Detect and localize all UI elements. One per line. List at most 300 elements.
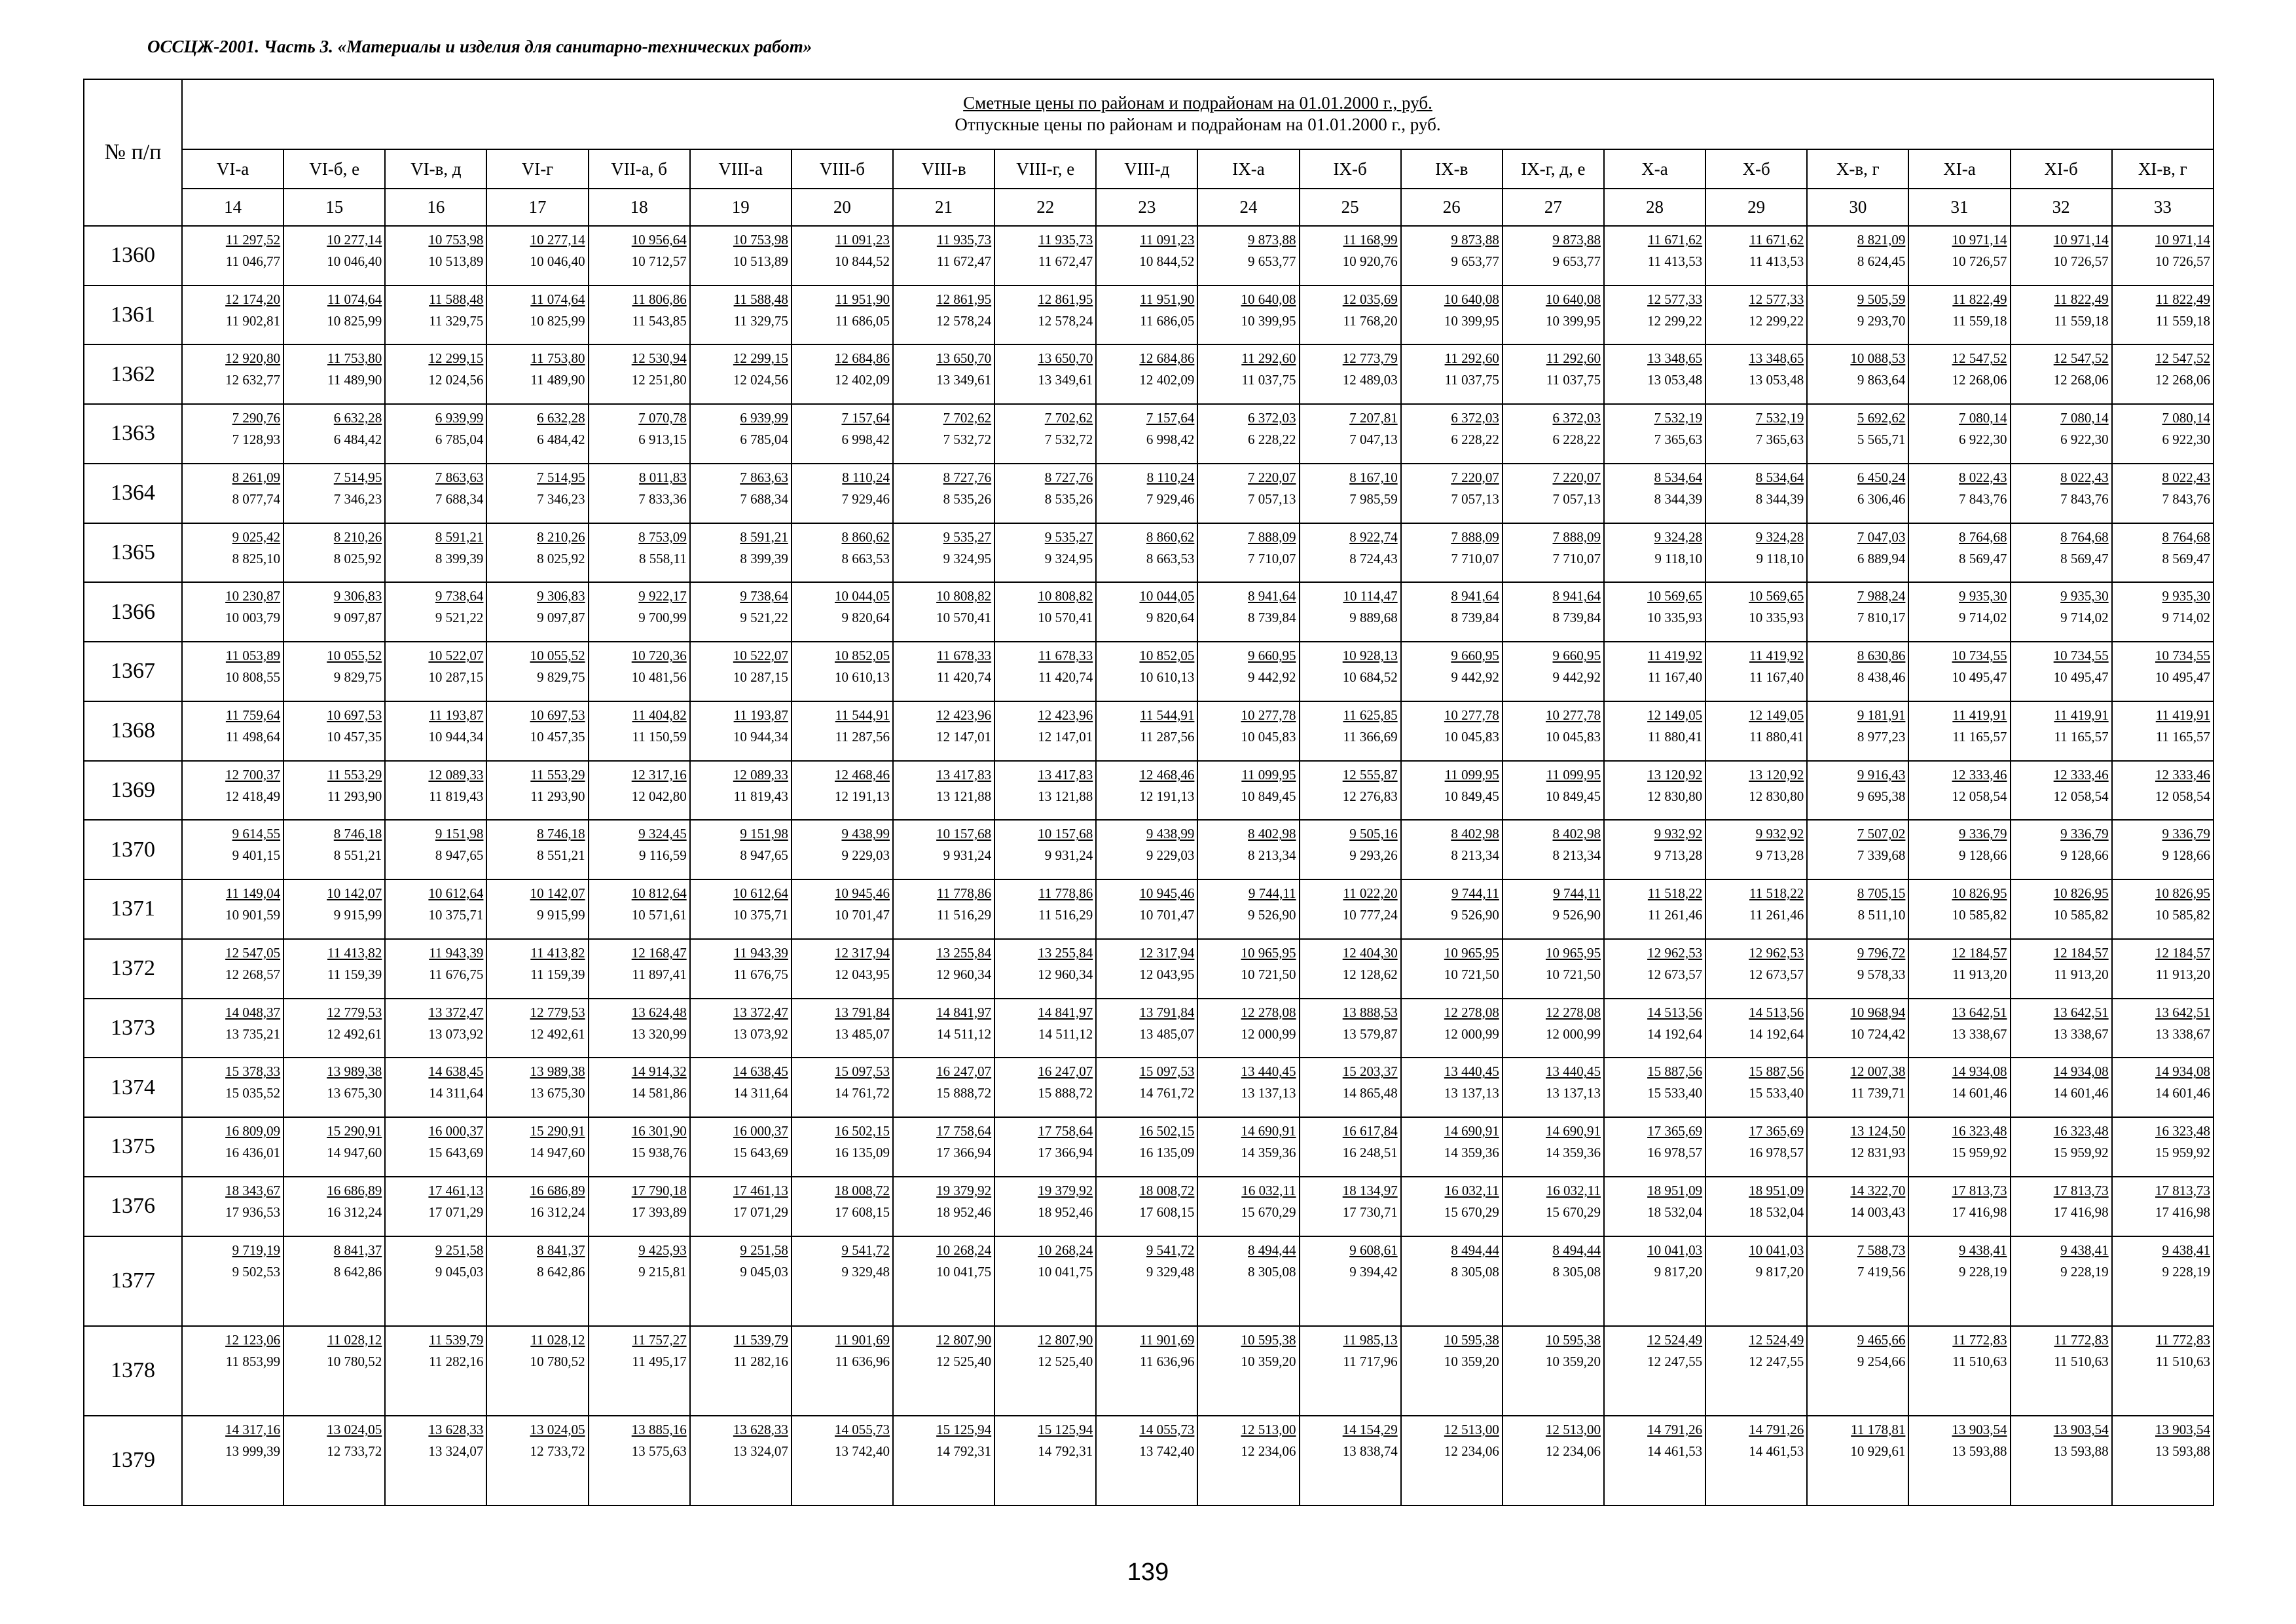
region-header: X-в, г: [1807, 149, 1908, 189]
column-number: 18: [589, 189, 690, 225]
estimated-price: 14 513,56: [1647, 1004, 1703, 1020]
estimated-price: 13 124,50: [1850, 1123, 1906, 1139]
wholesale-price: 13 742,40: [834, 1443, 890, 1459]
price-cell: [1401, 404, 1503, 464]
price-cell: [1300, 1117, 1401, 1177]
estimated-price: 12 861,95: [936, 291, 992, 307]
wholesale-price: 13 575,63: [631, 1443, 687, 1459]
estimated-price: 8 941,64: [1248, 588, 1296, 604]
wholesale-price: 11 420,74: [936, 669, 992, 686]
estimated-price: 11 193,87: [733, 707, 788, 723]
estimated-price: 11 419,92: [1749, 648, 1804, 664]
wholesale-price: 9 228,19: [1959, 1263, 2007, 1280]
price-cell: [1807, 1058, 1908, 1117]
estimated-price: 10 044,05: [1139, 588, 1195, 604]
wholesale-price: 7 843,76: [1959, 490, 2007, 507]
price-cell: [1401, 1117, 1503, 1177]
wholesale-price: 9 215,81: [638, 1263, 687, 1280]
price-cell: [1197, 999, 1299, 1058]
column-number: 29: [1705, 189, 1807, 225]
estimated-price: 8 821,09: [1857, 231, 1906, 248]
price-cell: [1604, 642, 1705, 701]
wholesale-price: 13 485,07: [1139, 1025, 1195, 1042]
wholesale-price: 9 863,64: [1857, 372, 1906, 388]
estimated-price: 14 690,91: [1444, 1123, 1499, 1139]
price-cell: [1401, 879, 1503, 939]
estimated-price: 12 333,46: [2155, 766, 2210, 783]
estimated-price: 12 807,90: [936, 1331, 992, 1348]
wholesale-price: 11 165,57: [2155, 728, 2210, 745]
wholesale-price: 16 978,57: [1749, 1145, 1804, 1161]
wholesale-price: 7 419,56: [1857, 1263, 1906, 1280]
price-cell: [1807, 761, 1908, 821]
estimated-price: 11 074,64: [327, 291, 382, 307]
price-cell: [994, 226, 1096, 286]
estimated-price: 12 524,49: [1647, 1331, 1703, 1348]
price-cell: [792, 286, 893, 345]
price-cell: [1096, 582, 1197, 642]
estimated-price: 9 306,83: [333, 588, 382, 604]
price-cell: [994, 286, 1096, 345]
price-cell: [2112, 1117, 2214, 1177]
column-number: 20: [792, 189, 893, 225]
price-cell: [1908, 999, 2010, 1058]
price-cell: [994, 701, 1096, 761]
wholesale-price: 13 675,30: [530, 1085, 585, 1101]
price-cell: [2011, 464, 2112, 523]
region-header: VIII-г, е: [994, 149, 1096, 189]
estimated-price: 13 255,84: [1038, 944, 1093, 961]
wholesale-price: 11 510,63: [2054, 1353, 2109, 1369]
estimated-price: 8 922,74: [1349, 528, 1398, 545]
estimated-price: 5 692,62: [1857, 410, 1906, 426]
row-number: 1373: [84, 999, 182, 1058]
region-header: VII-а, б: [589, 149, 690, 189]
price-cell: [486, 286, 588, 345]
estimated-price: 10 826,95: [1952, 885, 2007, 902]
wholesale-price: 9 128,66: [2162, 847, 2210, 864]
wholesale-price: 13 137,13: [1241, 1085, 1296, 1101]
wholesale-price: 10 777,24: [1342, 907, 1398, 923]
estimated-price: 16 686,89: [530, 1182, 585, 1198]
wholesale-price: 6 922,30: [2162, 432, 2210, 448]
wholesale-price: 10 045,83: [1545, 728, 1601, 745]
wholesale-price: 11 165,57: [2054, 728, 2109, 745]
estimated-price: 10 965,95: [1545, 944, 1601, 961]
price-cell: [283, 879, 385, 939]
wholesale-price: 11 913,20: [2155, 966, 2210, 982]
region-header: VI-б, е: [283, 149, 385, 189]
estimated-price: 17 365,69: [1647, 1123, 1703, 1139]
column-number: 23: [1096, 189, 1197, 225]
wholesale-price: 12 578,24: [1038, 312, 1093, 329]
estimated-price: 13 440,45: [1241, 1063, 1296, 1080]
estimated-price: 14 154,29: [1342, 1421, 1398, 1437]
price-cell: [792, 820, 893, 879]
wholesale-price: 14 947,60: [530, 1145, 585, 1161]
wholesale-price: 10 726,57: [2155, 253, 2210, 269]
price-cell: [792, 701, 893, 761]
estimated-price: 14 317,16: [225, 1421, 281, 1437]
wholesale-price: 9 521,22: [740, 610, 788, 626]
wholesale-price: 11 287,56: [1140, 728, 1195, 745]
price-cell: [2112, 1058, 2214, 1117]
price-cell: [589, 1177, 690, 1236]
price-cell: [1807, 582, 1908, 642]
wholesale-price: 10 825,99: [530, 312, 585, 329]
estimated-price: 9 660,95: [1451, 648, 1499, 664]
price-cell: [1908, 820, 2010, 879]
row-number: 1367: [84, 642, 182, 701]
estimated-price: 11 193,87: [429, 707, 484, 723]
price-cell: [1705, 286, 1807, 345]
price-cell: [1705, 226, 1807, 286]
estimated-price: 11 178,81: [1851, 1421, 1906, 1437]
wholesale-price: 13 137,13: [1444, 1085, 1499, 1101]
price-cell: [1604, 1117, 1705, 1177]
wholesale-price: 9 401,15: [232, 847, 281, 864]
estimated-price: 10 277,78: [1444, 707, 1499, 723]
price-cell: [690, 1177, 792, 1236]
wholesale-price: 7 710,07: [1248, 550, 1296, 566]
wholesale-price: 12 268,06: [2155, 372, 2210, 388]
estimated-price: 9 796,72: [1857, 944, 1906, 961]
wholesale-price: 16 135,09: [1139, 1145, 1195, 1161]
price-cell: [690, 999, 792, 1058]
estimated-price: 16 301,90: [631, 1123, 687, 1139]
price-cell: [893, 1416, 994, 1505]
price-cell: [994, 523, 1096, 583]
wholesale-price: 11 543,85: [632, 312, 687, 329]
price-cell: [893, 879, 994, 939]
estimated-price: 14 934,08: [2053, 1063, 2109, 1080]
wholesale-price: 10 513,89: [733, 253, 788, 269]
price-cell: [994, 642, 1096, 701]
wholesale-price: 14 311,64: [733, 1085, 788, 1101]
wholesale-price: 10 399,95: [1241, 312, 1296, 329]
wholesale-price: 7 057,13: [1451, 490, 1499, 507]
wholesale-price: 9 817,20: [1654, 1263, 1703, 1280]
estimated-price: 9 744,11: [1553, 885, 1601, 902]
estimated-price: 12 184,57: [1952, 944, 2007, 961]
estimated-price: 11 091,23: [1140, 231, 1195, 248]
price-cell: [2112, 464, 2214, 523]
price-cell: [690, 1117, 792, 1177]
estimated-price: 12 547,05: [225, 944, 281, 961]
wholesale-price: 16 312,24: [327, 1204, 382, 1220]
price-cell: [2112, 1236, 2214, 1326]
price-cell: [2112, 642, 2214, 701]
estimated-price: 9 438,41: [2162, 1242, 2210, 1258]
wholesale-price: 7 810,17: [1857, 610, 1906, 626]
price-cell: [1503, 1177, 1604, 1236]
price-cell: [893, 642, 994, 701]
price-cell: [589, 1058, 690, 1117]
price-cell: [893, 582, 994, 642]
estimated-price: 10 044,05: [834, 588, 890, 604]
price-cell: [1807, 1177, 1908, 1236]
price-cell: [792, 464, 893, 523]
wholesale-price: 8 663,53: [1146, 550, 1195, 566]
wholesale-price: 6 306,46: [1857, 490, 1906, 507]
price-cell: [2011, 1326, 2112, 1416]
price-cell: [589, 523, 690, 583]
wholesale-price: 9 700,99: [638, 610, 687, 626]
estimated-price: 12 962,53: [1749, 944, 1804, 961]
wholesale-price: 14 461,53: [1647, 1443, 1703, 1459]
wholesale-price: 7 929,46: [841, 490, 890, 507]
estimated-price: 8 860,62: [1146, 528, 1195, 545]
estimated-price: 10 812,64: [631, 885, 687, 902]
price-cell: [1908, 642, 2010, 701]
table-row: [84, 820, 2214, 879]
estimated-price: 9 932,92: [1755, 826, 1804, 842]
wholesale-price: 11 676,75: [733, 966, 788, 982]
price-cell: [792, 1236, 893, 1326]
wholesale-price: 10 780,52: [530, 1353, 585, 1369]
wholesale-price: 9 228,19: [2162, 1263, 2210, 1280]
estimated-price: 11 292,60: [1546, 350, 1601, 367]
price-cell: [1807, 1416, 1908, 1505]
wholesale-price: 11 413,53: [1647, 253, 1703, 269]
wholesale-price: 9 889,68: [1349, 610, 1398, 626]
wholesale-price: 10 844,52: [834, 253, 890, 269]
price-cell: [1300, 582, 1401, 642]
estimated-price: 12 577,33: [1749, 291, 1804, 307]
price-cell: [1705, 344, 1807, 404]
wholesale-price: 9 045,03: [740, 1263, 788, 1280]
wholesale-price: 12 247,55: [1647, 1353, 1703, 1369]
price-cell: [1908, 879, 2010, 939]
region-header: XI-а: [1908, 149, 2010, 189]
price-cell: [994, 344, 1096, 404]
row-number: 1371: [84, 879, 182, 939]
wholesale-price: 6 785,04: [740, 432, 788, 448]
wholesale-price: 13 320,99: [631, 1025, 687, 1042]
estimated-price: 9 438,41: [1959, 1242, 2007, 1258]
region-header: VIII-б: [792, 149, 893, 189]
column-number: 22: [994, 189, 1096, 225]
price-cell: [2011, 1236, 2112, 1326]
price-cell: [1096, 999, 1197, 1058]
price-cell: [994, 820, 1096, 879]
wholesale-price: 10 046,40: [530, 253, 585, 269]
estimated-price: 7 532,19: [1654, 410, 1703, 426]
estimated-price: 12 547,52: [2155, 350, 2210, 367]
estimated-price: 12 007,38: [1850, 1063, 1906, 1080]
estimated-price: 10 142,07: [327, 885, 382, 902]
wholesale-price: 10 457,35: [530, 728, 585, 745]
estimated-price: 15 203,37: [1342, 1063, 1398, 1080]
wholesale-price: 9 526,90: [1451, 907, 1499, 923]
price-cell: [893, 404, 994, 464]
wholesale-price: 10 849,45: [1444, 788, 1499, 804]
price-cell: [385, 642, 486, 701]
price-cell: [385, 1117, 486, 1177]
table-row: [84, 344, 2214, 404]
price-cell: [1604, 701, 1705, 761]
price-cell: [1401, 582, 1503, 642]
estimated-price: 14 322,70: [1850, 1182, 1906, 1198]
price-cell: [1401, 1416, 1503, 1505]
price-cell: [1807, 999, 1908, 1058]
estimated-price: 11 099,95: [1241, 766, 1296, 783]
wholesale-price: 13 593,88: [2053, 1443, 2109, 1459]
price-cell: [690, 1326, 792, 1416]
wholesale-price: 10 701,47: [834, 907, 890, 923]
wholesale-price: 13 735,21: [225, 1025, 281, 1042]
price-cell: [1604, 761, 1705, 821]
wholesale-price: 12 402,09: [834, 372, 890, 388]
estimated-price: 9 151,98: [435, 826, 484, 842]
column-number: 28: [1604, 189, 1705, 225]
estimated-price: 18 951,09: [1647, 1182, 1703, 1198]
estimated-price: 12 513,00: [1545, 1421, 1601, 1437]
estimated-price: 16 502,15: [834, 1123, 890, 1139]
wholesale-price: 10 359,20: [1545, 1353, 1601, 1369]
price-cell: [690, 582, 792, 642]
wholesale-price: 10 901,59: [225, 907, 281, 923]
column-number: 26: [1401, 189, 1503, 225]
estimated-price: 10 612,64: [733, 885, 788, 902]
price-cell: [385, 404, 486, 464]
wholesale-price: 15 670,29: [1444, 1204, 1499, 1220]
wholesale-price: 11 516,29: [1038, 907, 1093, 923]
price-cell: [2112, 582, 2214, 642]
estimated-price: 13 348,65: [1749, 350, 1804, 367]
wholesale-price: 10 721,50: [1241, 966, 1296, 982]
estimated-price: 8 402,98: [1552, 826, 1601, 842]
estimated-price: 9 438,99: [841, 826, 890, 842]
estimated-price: 11 419,91: [2054, 707, 2109, 723]
price-cell: [1401, 226, 1503, 286]
estimated-price: 7 888,09: [1248, 528, 1296, 545]
price-cell: [893, 761, 994, 821]
estimated-price: 11 099,95: [1546, 766, 1601, 783]
wholesale-price: 13 324,07: [733, 1443, 788, 1459]
estimated-price: 10 277,78: [1241, 707, 1296, 723]
estimated-price: 8 022,43: [2060, 469, 2109, 485]
price-cell: [486, 761, 588, 821]
estimated-price: 14 055,73: [1139, 1421, 1195, 1437]
estimated-price: 6 632,28: [333, 410, 382, 426]
estimated-price: 12 299,15: [428, 350, 484, 367]
wholesale-price: 11 819,43: [429, 788, 484, 804]
estimated-price: 10 956,64: [631, 231, 687, 248]
wholesale-price: 11 150,59: [632, 728, 687, 745]
price-cell: [589, 226, 690, 286]
estimated-price: 9 505,16: [1349, 826, 1398, 842]
wholesale-price: 11 413,53: [1749, 253, 1804, 269]
estimated-price: 10 945,46: [1139, 885, 1195, 902]
wholesale-price: 12 058,54: [1952, 788, 2007, 804]
wholesale-price: 10 712,57: [631, 253, 687, 269]
column-number: 15: [283, 189, 385, 225]
wholesale-price: 10 046,40: [327, 253, 382, 269]
price-cell: [1300, 642, 1401, 701]
estimated-price: 18 343,67: [225, 1182, 281, 1198]
price-cell: [792, 1058, 893, 1117]
wholesale-price: 11 672,47: [1038, 253, 1093, 269]
estimated-price: 6 939,99: [435, 410, 484, 426]
wholesale-price: 8 825,10: [232, 550, 281, 566]
wholesale-price: 10 457,35: [327, 728, 382, 745]
estimated-price: 8 167,10: [1349, 469, 1398, 485]
estimated-price: 10 808,82: [1038, 588, 1093, 604]
estimated-price: 8 494,44: [1248, 1242, 1296, 1258]
estimated-price: 11 297,52: [225, 231, 281, 248]
price-cell: [1300, 1326, 1401, 1416]
estimated-price: 13 417,83: [1038, 766, 1093, 783]
wholesale-price: 7 843,76: [2060, 490, 2109, 507]
estimated-price: 10 945,46: [834, 885, 890, 902]
estimated-price: 11 028,12: [327, 1331, 382, 1348]
wholesale-price: 10 045,83: [1444, 728, 1499, 745]
table-row: [84, 642, 2214, 701]
estimated-price: 15 887,56: [1749, 1063, 1804, 1080]
price-cell: [1300, 939, 1401, 999]
wholesale-price: 14 511,12: [936, 1025, 992, 1042]
table-row: [84, 464, 2214, 523]
table-row: [84, 1416, 2214, 1505]
wholesale-price: 13 999,39: [225, 1443, 281, 1459]
price-cell: [1401, 1326, 1503, 1416]
estimated-price: 13 903,54: [2155, 1421, 2210, 1437]
estimated-price: 8 591,21: [435, 528, 484, 545]
wholesale-price: 7 688,34: [740, 490, 788, 507]
region-header: IX-в: [1401, 149, 1503, 189]
wholesale-price: 14 761,72: [834, 1085, 890, 1101]
wholesale-price: 12 024,56: [733, 372, 788, 388]
wholesale-price: 6 484,42: [537, 432, 585, 448]
estimated-price: 9 438,41: [2060, 1242, 2109, 1258]
wholesale-price: 8 025,92: [333, 550, 382, 566]
estimated-price: 8 630,86: [1857, 648, 1906, 664]
wholesale-price: 12 191,13: [1139, 788, 1195, 804]
wholesale-price: 8 663,53: [841, 550, 890, 566]
estimated-price: 11 419,91: [2155, 707, 2210, 723]
price-cell: [2011, 1117, 2112, 1177]
price-cell: [283, 1177, 385, 1236]
price-cell: [893, 1326, 994, 1416]
estimated-price: 9 935,30: [2162, 588, 2210, 604]
estimated-price: 12 555,87: [1342, 766, 1398, 783]
region-header-row: [84, 149, 2214, 189]
price-cell: [385, 879, 486, 939]
table-title: [182, 79, 2214, 149]
price-cell: [1300, 344, 1401, 404]
region-header: VIII-д: [1096, 149, 1197, 189]
estimated-price: 19 379,92: [936, 1182, 992, 1198]
estimated-price: 15 097,53: [834, 1063, 890, 1080]
wholesale-price: 14 601,46: [2053, 1085, 2109, 1101]
estimated-price: 10 268,24: [936, 1242, 992, 1258]
wholesale-price: 10 724,42: [1850, 1025, 1906, 1042]
price-cell: [1503, 820, 1604, 879]
price-cell: [589, 1416, 690, 1505]
price-cell: [283, 701, 385, 761]
estimated-price: 9 541,72: [841, 1242, 890, 1258]
price-cell: [1807, 820, 1908, 879]
estimated-price: 11 678,33: [936, 648, 992, 664]
price-cell: [1197, 879, 1299, 939]
table-row: [84, 999, 2214, 1058]
wholesale-price: 12 489,03: [1342, 372, 1398, 388]
price-cell: [283, 1117, 385, 1177]
wholesale-price: 12 525,40: [936, 1353, 992, 1369]
price-cell: [1096, 1416, 1197, 1505]
price-cell: [283, 226, 385, 286]
